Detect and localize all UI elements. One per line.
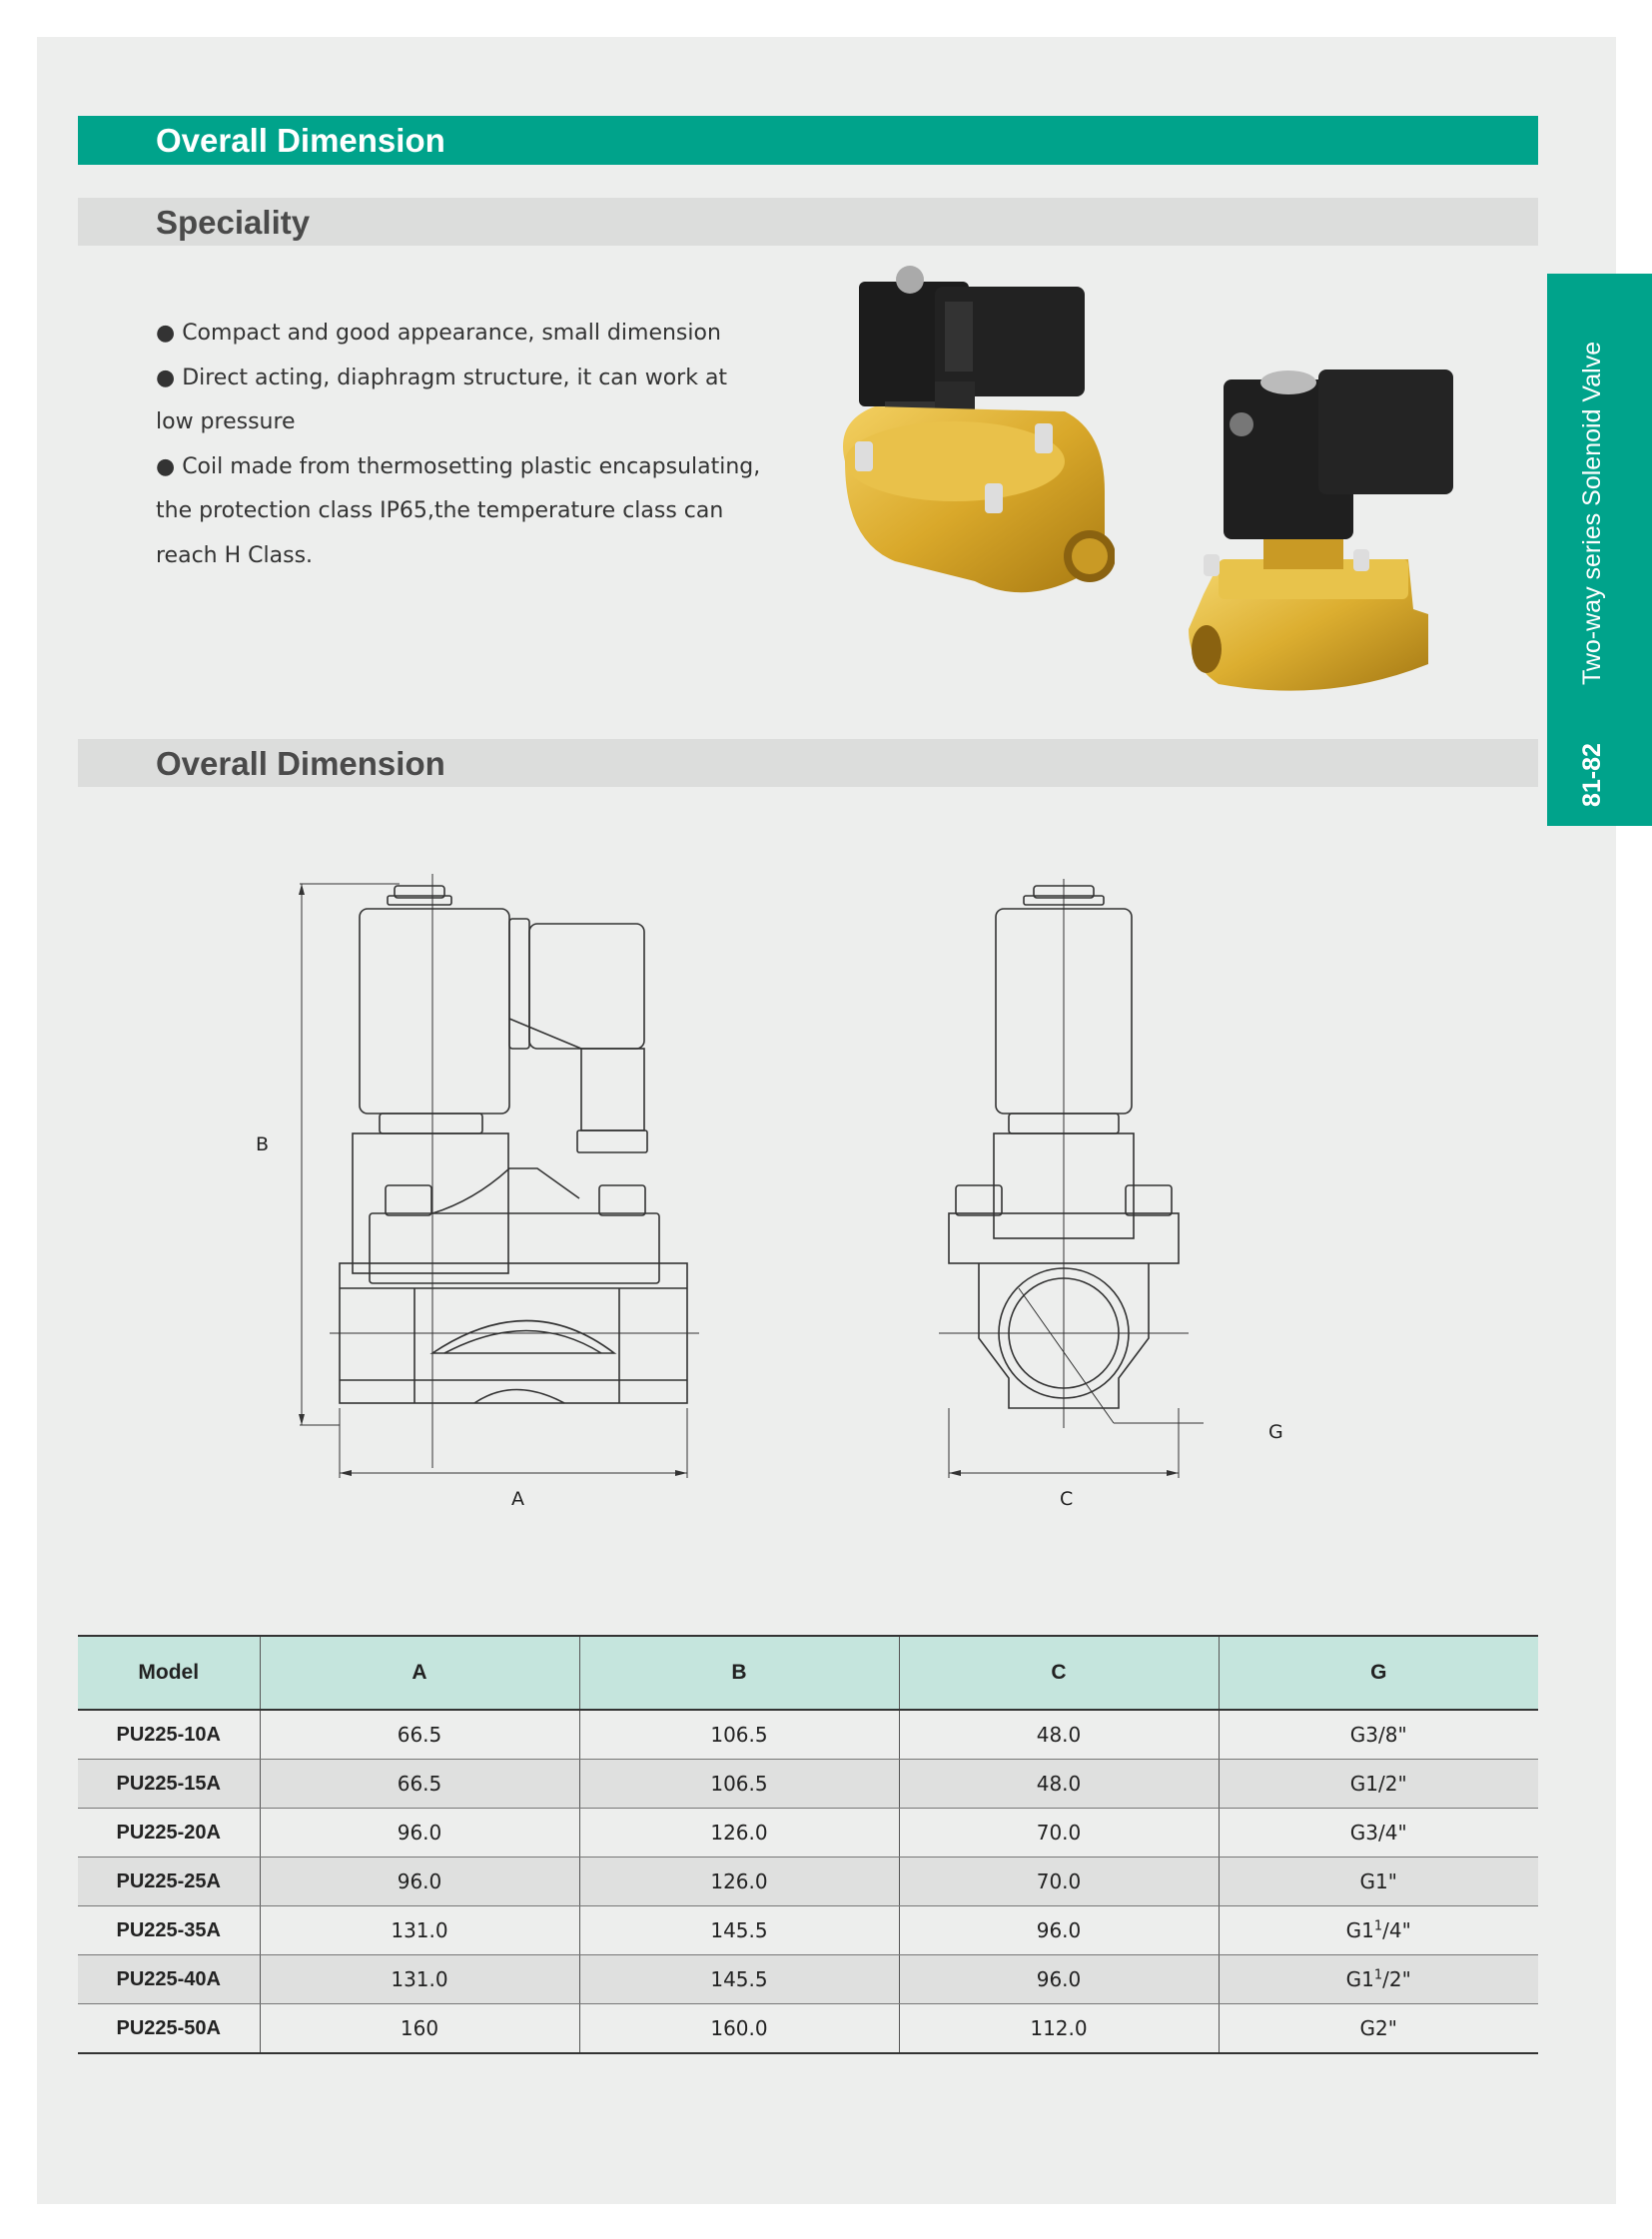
cell-b: 106.5	[579, 1760, 899, 1809]
speciality-bar	[78, 198, 1538, 246]
speciality-list	[156, 312, 795, 578]
table-header-row	[78, 1636, 1538, 1710]
cell-model: PU225-25A	[78, 1858, 260, 1906]
cell-b: 126.0	[579, 1809, 899, 1858]
dimension-title: Overall Dimension	[156, 745, 445, 782]
page-number: 81-82	[1578, 743, 1606, 807]
cell-b: 106.5	[579, 1710, 899, 1760]
speciality-title: Speciality	[156, 204, 311, 241]
side-view	[939, 879, 1204, 1478]
cell-model: PU225-50A	[78, 2004, 260, 2054]
dimension-table	[78, 1635, 1538, 2054]
valve-photo	[835, 262, 1115, 616]
cell-model: PU225-40A	[78, 1955, 260, 2004]
cell-b: 145.5	[579, 1906, 899, 1955]
cell-c: 48.0	[899, 1710, 1219, 1760]
dimension-bar	[78, 739, 1538, 787]
cell-a: 160	[260, 2004, 579, 2054]
header-b: B	[579, 1636, 899, 1710]
thread-denominator: /4"	[1382, 1918, 1411, 1942]
table-row	[78, 1906, 1538, 1955]
cell-c: 48.0	[899, 1760, 1219, 1809]
table-row	[78, 1858, 1538, 1906]
cell-g: G2"	[1219, 2004, 1538, 2054]
cell-model: PU225-10A	[78, 1710, 260, 1760]
cell-g	[1219, 1906, 1538, 1955]
cell-a: 131.0	[260, 1906, 579, 1955]
cell-b: 160.0	[579, 2004, 899, 2054]
header-g: G	[1219, 1636, 1538, 1710]
cell-a: 66.5	[260, 1760, 579, 1809]
thread-size: G1	[1345, 1967, 1374, 1991]
speciality-bullet: ● Compact and good appearance, small dimension	[156, 321, 721, 346]
cell-model: PU225-35A	[78, 1906, 260, 1955]
table-row	[78, 1809, 1538, 1858]
header-a: A	[260, 1636, 579, 1710]
front-view	[299, 874, 699, 1478]
cell-g: G3/4"	[1219, 1809, 1538, 1858]
cell-b: 145.5	[579, 1955, 899, 2004]
thread-denominator: /2"	[1382, 1967, 1411, 1991]
cell-model: PU225-20A	[78, 1809, 260, 1858]
cell-g	[1219, 1955, 1538, 2004]
cell-c: 112.0	[899, 2004, 1219, 2054]
header-bar	[78, 116, 1538, 165]
series-title: Two-way series Solenoid Valve	[1578, 341, 1606, 686]
valve-photo	[1179, 365, 1468, 704]
speciality-bullet: ● Coil made from thermosetting plastic encapsulating, the protection class IP65,the temperature class can reach H Class.	[156, 453, 761, 568]
table-row	[78, 1710, 1538, 1760]
speciality-bullet: ● Direct acting, diaphragm structure, it can work at low pressure	[156, 365, 728, 434]
header-title: Overall Dimension	[156, 122, 445, 159]
dim-label-g: G	[1268, 1421, 1283, 1443]
header-c: C	[899, 1636, 1219, 1710]
cell-c: 96.0	[899, 1906, 1219, 1955]
cell-c: 70.0	[899, 1809, 1219, 1858]
cell-model: PU225-15A	[78, 1760, 260, 1809]
cell-a: 96.0	[260, 1858, 579, 1906]
table-row	[78, 1955, 1538, 2004]
table-row	[78, 2004, 1538, 2054]
table-row	[78, 1760, 1538, 1809]
cell-c: 96.0	[899, 1955, 1219, 2004]
dim-label-c: C	[1060, 1488, 1074, 1510]
thread-fraction: 1	[1373, 1967, 1383, 1983]
cell-g: G3/8"	[1219, 1710, 1538, 1760]
thread-fraction: 1	[1373, 1918, 1383, 1934]
header-model: Model	[78, 1636, 260, 1710]
cell-a: 131.0	[260, 1955, 579, 2004]
cell-a: 96.0	[260, 1809, 579, 1858]
side-tab-text	[1578, 342, 1607, 807]
dim-label-b: B	[256, 1133, 270, 1155]
cell-g: G1"	[1219, 1858, 1538, 1906]
cell-a: 66.5	[260, 1710, 579, 1760]
dim-label-a: A	[511, 1488, 524, 1510]
dimension-drawing	[290, 869, 1308, 1518]
cell-c: 70.0	[899, 1858, 1219, 1906]
cell-b: 126.0	[579, 1858, 899, 1906]
thread-size: G1	[1345, 1918, 1374, 1942]
cell-g: G1/2"	[1219, 1760, 1538, 1809]
